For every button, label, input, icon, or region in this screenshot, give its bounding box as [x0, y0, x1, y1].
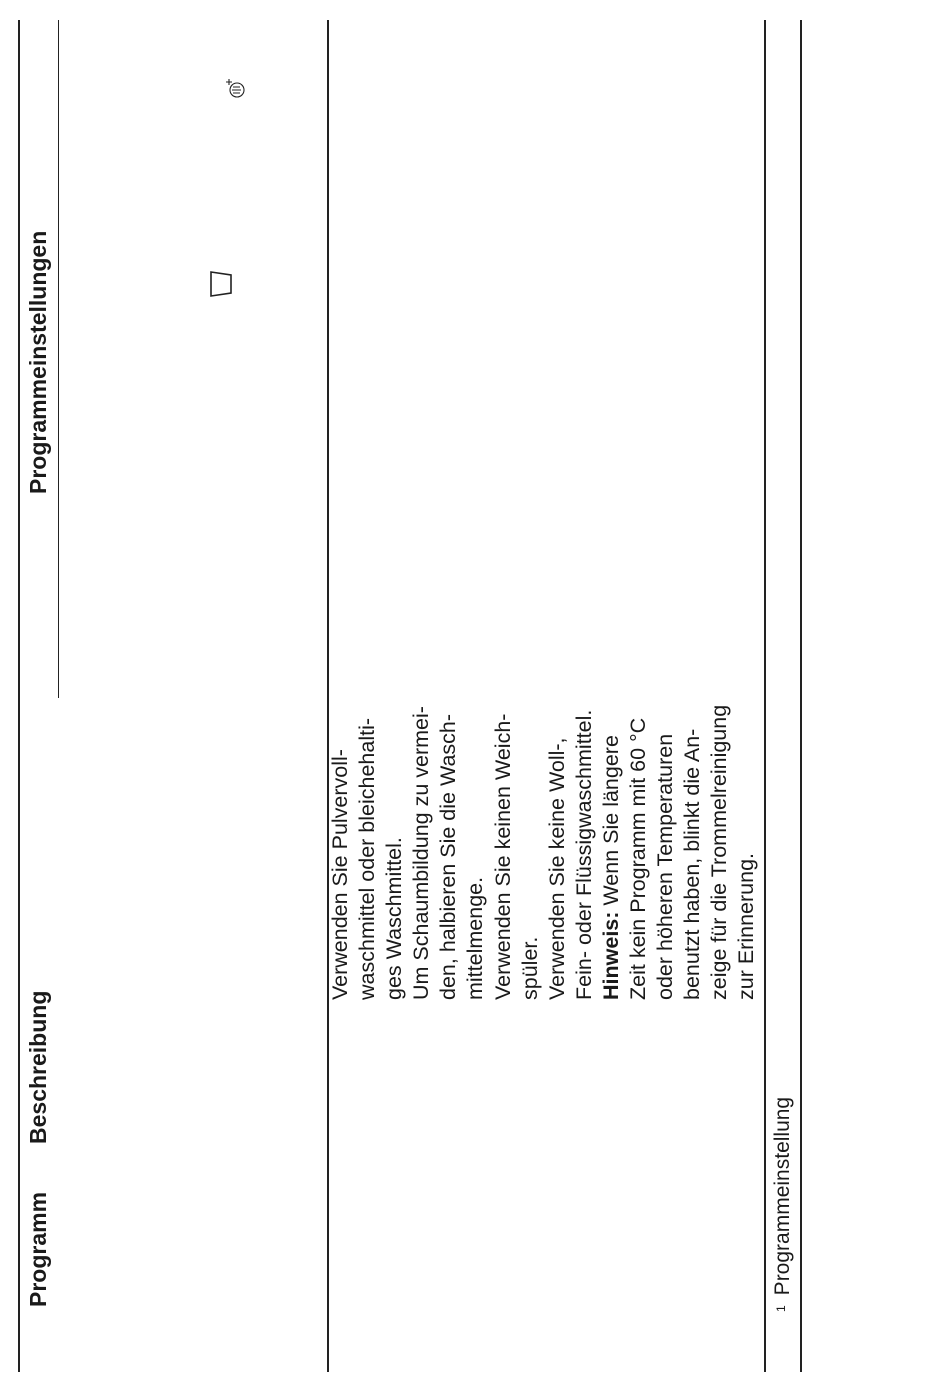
note-first-text: Wenn Sie längere — [598, 735, 623, 906]
footnote-text: Programmeinstellung — [771, 1096, 794, 1296]
desc-line: mittelmenge. — [463, 876, 488, 1000]
desc-line: Verwenden Sie keinen Weich- — [490, 713, 515, 1000]
table-bottom-rule — [764, 20, 766, 1372]
desc-line: Verwenden Sie keine Woll-, — [544, 737, 569, 1000]
desc-line: Um Schaumbildung zu vermei- — [409, 706, 434, 1000]
note-line: zeige für die Trommelreinigung — [707, 704, 732, 1000]
note-line: oder höheren Temperaturen — [653, 733, 678, 1000]
desc-line: Fein- oder Flüssigwaschmittel. — [571, 709, 596, 1000]
note-first-line — [598, 480, 625, 1000]
description-text — [327, 480, 761, 1000]
footnote-bottom-rule — [800, 20, 802, 1372]
note-label: Hinweis: — [598, 911, 623, 1000]
detergent-drawer-icon — [206, 268, 238, 300]
desc-line: Verwenden Sie Pulvervoll- — [328, 749, 352, 1000]
note-line: benutzt haben, blinkt die An- — [680, 728, 705, 1000]
drum-clean-plus-icon — [222, 74, 250, 102]
header-description: Beschreibung — [25, 990, 51, 1144]
header-settings-underline — [58, 20, 59, 698]
note-line: zur Erinnerung. — [734, 853, 759, 1000]
header-program: Programm — [25, 1191, 51, 1307]
footnote — [770, 1097, 796, 1312]
note-line: Zeit kein Programm mit 60 °C — [626, 717, 651, 1000]
header-settings: Programmeinstellungen — [25, 230, 51, 494]
footnote-marker: 1 — [774, 1305, 788, 1312]
desc-line: den, halbieren Sie die Wasch- — [436, 713, 461, 1000]
desc-line: ges Waschmittel. — [382, 837, 407, 1000]
desc-line: spüler. — [517, 936, 542, 1000]
desc-line: waschmittel oder bleichehalti- — [355, 717, 380, 1000]
header-top-rule — [18, 20, 20, 1372]
